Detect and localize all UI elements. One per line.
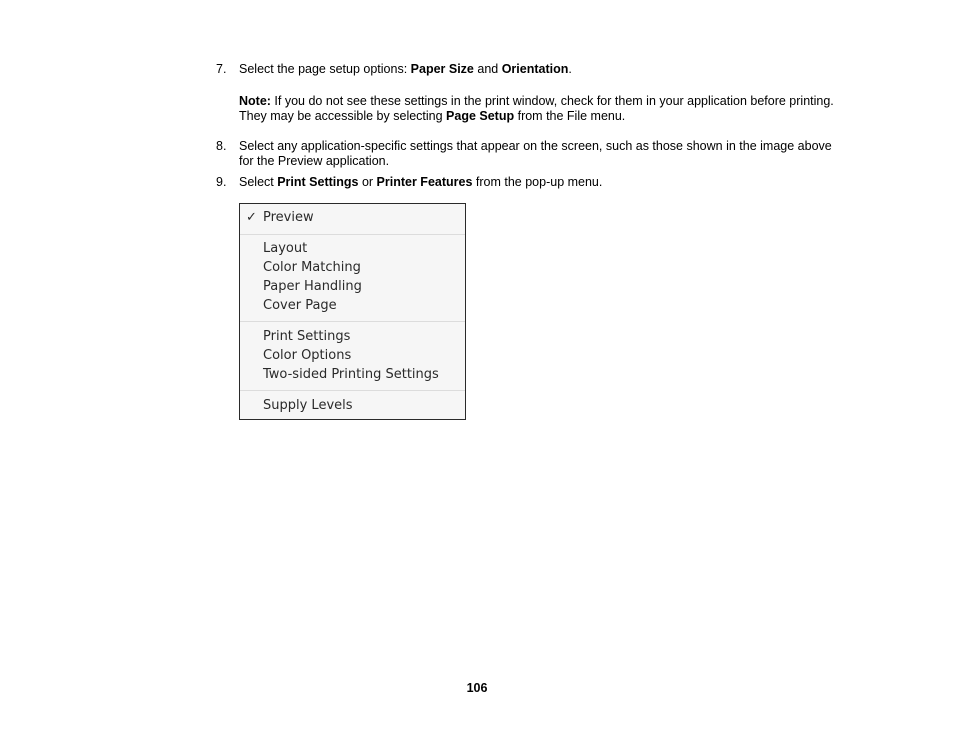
step-text xyxy=(239,62,839,77)
note-text: from the File menu. xyxy=(514,109,626,123)
menu-item-preview[interactable]: Preview xyxy=(263,210,314,225)
checkmark-icon: ✓ xyxy=(246,210,257,225)
page-number: 106 xyxy=(466,681,488,695)
step-text-part: Select the page setup options: xyxy=(239,62,411,76)
menu-separator xyxy=(240,321,465,322)
print-settings-term: Print Settings xyxy=(277,175,359,189)
step-text-part: or xyxy=(358,175,377,189)
menu-item-supply-levels[interactable]: Supply Levels xyxy=(263,398,353,413)
note-label: Note: xyxy=(239,94,271,108)
step-number: 8. xyxy=(216,139,227,153)
menu-item-print-settings[interactable]: Print Settings xyxy=(263,329,351,344)
note xyxy=(239,94,839,124)
popup-menu xyxy=(239,203,466,420)
printer-features-term: Printer Features xyxy=(376,175,473,189)
menu-separator xyxy=(240,234,465,235)
orientation-term: Orientation xyxy=(501,62,569,76)
note-text: If you do not see these settings in the print window, check for them in your application before printing. They may be accessible by selecting xyxy=(239,94,834,123)
menu-item-paper-handling[interactable]: Paper Handling xyxy=(263,279,362,294)
menu-separator xyxy=(240,390,465,391)
step-text-part: Select xyxy=(239,175,278,189)
step-text xyxy=(239,175,839,190)
menu-item-cover-page[interactable]: Cover Page xyxy=(263,298,337,313)
page-setup-term: Page Setup xyxy=(446,109,515,123)
menu-item-two-sided-printing-settings[interactable]: Two-sided Printing Settings xyxy=(263,367,439,382)
menu-item-color-options[interactable]: Color Options xyxy=(263,348,352,363)
menu-item-color-matching[interactable]: Color Matching xyxy=(263,260,361,275)
step-text: Select any application-specific settings that appear on the screen, such as those shown in the image above for the Preview application. xyxy=(239,139,832,168)
step-text-part: and xyxy=(473,62,502,76)
step-text-part: from the pop-up menu. xyxy=(472,175,603,189)
step-number: 9. xyxy=(216,175,227,189)
step-number: 7. xyxy=(216,62,227,76)
paper-size-term: Paper Size xyxy=(410,62,474,76)
menu-item-layout[interactable]: Layout xyxy=(263,241,308,256)
step-text-part: . xyxy=(568,62,572,76)
